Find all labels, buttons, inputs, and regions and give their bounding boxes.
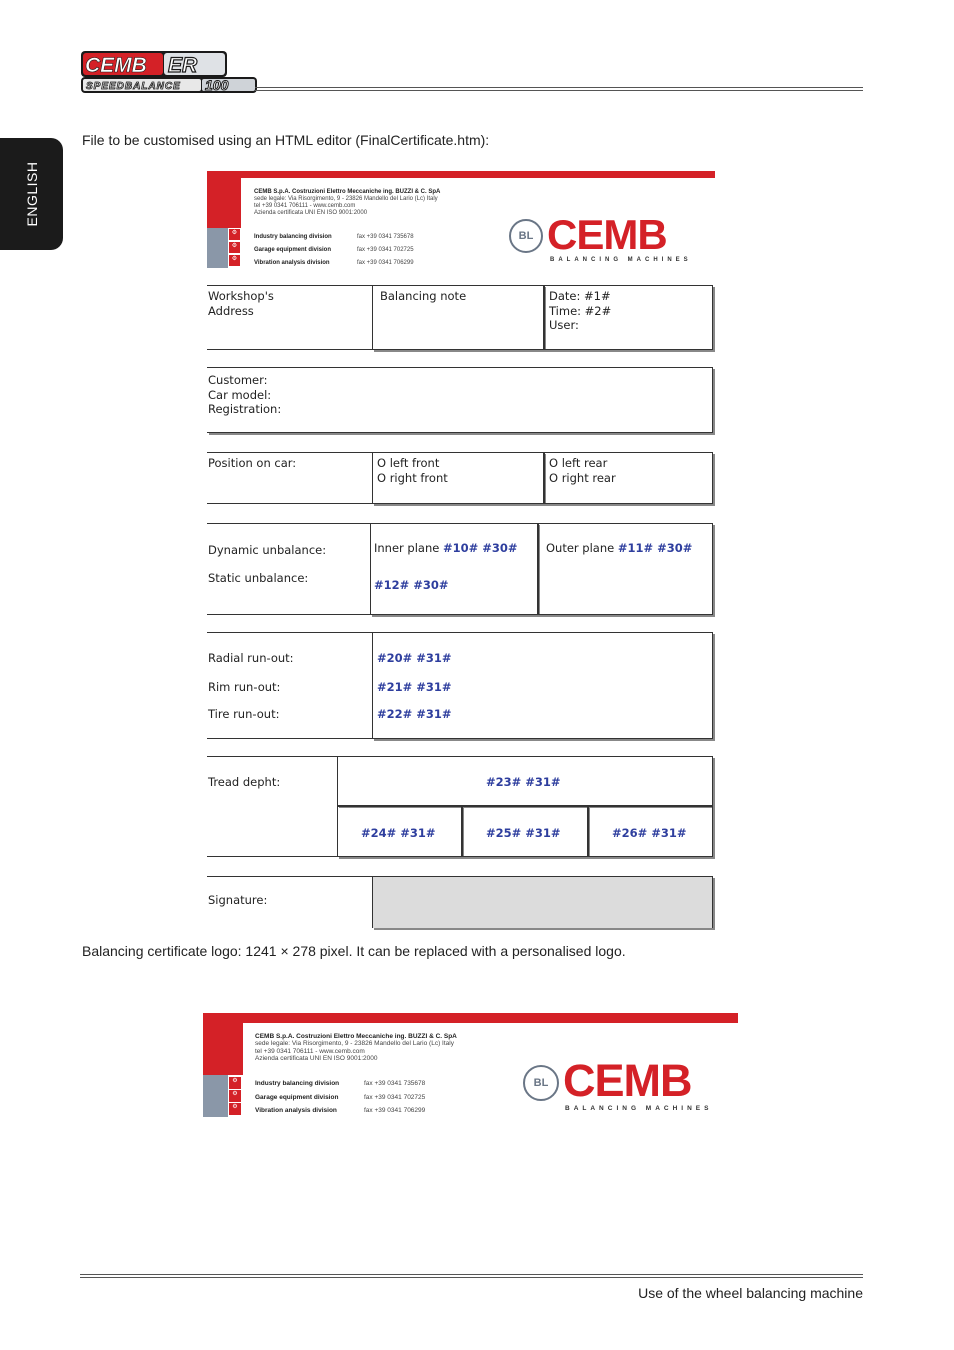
company-contact: tel +39 0341 706111 - www.cemb.com xyxy=(254,202,356,209)
dynamic-unbalance-label: Dynamic unbalance: xyxy=(208,543,327,557)
brand-tagline: BALANCING MACHINES xyxy=(550,257,692,263)
division-fax: fax +39 0341 702725 xyxy=(357,247,414,253)
certificate-letterhead xyxy=(207,171,715,268)
rule xyxy=(207,756,337,757)
signature-field xyxy=(372,876,713,928)
rule xyxy=(207,349,372,350)
tire-runout-value: #22# #31# xyxy=(377,707,452,721)
header-rule xyxy=(255,90,863,91)
division-name: Garage equipment division xyxy=(255,1093,339,1101)
brand-name: CEMB xyxy=(563,1055,692,1106)
rule xyxy=(207,503,372,504)
company-address: sede legale: Via Risorgimento, 9 - 23826 Mandello del Lario (Lc) Italy xyxy=(255,1040,454,1048)
workshop-address: Workshop's Address xyxy=(208,289,274,318)
customer-info: Customer: Car model: Registration: xyxy=(208,373,282,416)
radial-runout-value: #20# #31# xyxy=(377,651,452,665)
company-cert: Azienda certificata UNI EN ISO 9001:2000 xyxy=(254,209,368,216)
rule xyxy=(207,876,372,877)
division-icon: ⚙ xyxy=(229,242,240,253)
footer-rule xyxy=(80,1274,863,1275)
division-fax: fax +39 0341 702725 xyxy=(364,1093,426,1101)
language-label: ENGLISH xyxy=(23,161,40,227)
rule xyxy=(207,285,372,286)
footer-rule xyxy=(80,1277,863,1278)
outer-plane-cell xyxy=(538,523,713,615)
division-name: Industry balancing division xyxy=(255,1080,340,1087)
division-icon: ⚙ xyxy=(229,1090,241,1102)
emblem-icon: BL xyxy=(509,219,543,253)
division-icon: ⚙ xyxy=(229,1103,241,1115)
company-contact: tel +39 0341 706111 - www.cemb.com xyxy=(255,1047,365,1055)
rule xyxy=(207,632,372,633)
inner-plane-cell xyxy=(370,523,538,615)
division-name: Industry balancing division xyxy=(254,234,332,240)
division-fax: fax +39 0341 706299 xyxy=(364,1107,426,1114)
logo-brand: CEMB xyxy=(85,54,147,77)
date-time-user: Date: #1# Time: #2# User: xyxy=(549,289,612,332)
division-name: Vibration analysis division xyxy=(254,260,330,266)
customer-cell xyxy=(207,367,713,433)
radial-runout-label: Radial run-out: xyxy=(208,651,294,665)
certificate-logo-sample xyxy=(203,1013,738,1117)
cemb-er100-logo xyxy=(80,49,258,95)
division-fax: fax +39 0341 706299 xyxy=(357,260,414,266)
static-unbalance-label: Static unbalance: xyxy=(208,571,309,585)
emblem-icon: BL xyxy=(523,1065,559,1101)
outer-plane-value: #11# #30# xyxy=(617,541,693,555)
position-label: Position on car: xyxy=(208,456,297,470)
rule xyxy=(207,614,370,615)
static-value: #12# #30# xyxy=(374,578,449,592)
company-cert: Azienda certificata UNI EN ISO 9001:2000 xyxy=(255,1055,378,1063)
division-fax: fax +39 0341 735678 xyxy=(357,234,414,240)
header-rule xyxy=(255,87,863,88)
intro-text: File to be customised using an HTML editor (FinalCertificate.htm): xyxy=(82,132,490,148)
logo-number: 100 xyxy=(205,77,229,93)
inner-plane-label: Inner plane xyxy=(374,541,443,555)
logo-model: ER xyxy=(168,54,198,77)
tire-runout-label: Tire run-out: xyxy=(208,707,280,721)
tread-value: #26# #31# xyxy=(612,826,687,840)
tread-value: #25# #31# xyxy=(486,826,561,840)
tread-value: #24# #31# xyxy=(361,826,436,840)
tread-main-value: #23# #31# xyxy=(486,775,561,789)
rear-options: O left rear O right rear xyxy=(549,456,616,485)
balancing-note: Balancing note xyxy=(380,289,467,303)
logo-caption: Balancing certificate logo: 1241 × 278 pixel. It can be replaced with a personalised logo. xyxy=(82,943,626,959)
inner-plane-value: #10# #30# xyxy=(443,541,518,555)
division-fax: fax +39 0341 735678 xyxy=(364,1080,426,1087)
company-name: CEMB S.p.A. Costruzioni Elettro Meccaniche ing. BUZZI & C. SpA xyxy=(255,1033,457,1040)
division-icon: ⚙ xyxy=(229,1077,241,1089)
company-address: sede legale: Via Risorgimento, 9 - 23826 Mandello del Lario (Lc) Italy xyxy=(254,195,438,202)
rim-runout-label: Rim run-out: xyxy=(208,680,281,694)
brand-name: CEMB xyxy=(547,211,667,258)
rule xyxy=(207,856,337,857)
rule xyxy=(207,452,372,453)
logo-tagline: SPEEDBALANCE xyxy=(86,81,181,92)
tread-depth-label: Tread depht: xyxy=(208,775,281,789)
rule xyxy=(207,523,370,524)
division-icon: ⚙ xyxy=(229,255,240,266)
signature-label: Signature: xyxy=(208,893,268,907)
division-name: Vibration analysis division xyxy=(255,1107,337,1114)
company-name: CEMB S.p.A. Costruzioni Elettro Meccaniche ing. BUZZI & C. SpA xyxy=(254,189,441,195)
division-icon: ⚙ xyxy=(229,229,240,240)
front-options: O left front O right front xyxy=(377,456,448,485)
brand-tagline: BALANCING MACHINES xyxy=(565,1105,713,1112)
division-name: Garage equipment division xyxy=(254,247,332,253)
language-tab xyxy=(0,138,63,250)
outer-plane-label: Outer plane xyxy=(546,541,618,555)
rim-runout-value: #21# #31# xyxy=(377,680,452,694)
footer-text: Use of the wheel balancing machine xyxy=(638,1285,863,1301)
rule xyxy=(207,738,372,739)
